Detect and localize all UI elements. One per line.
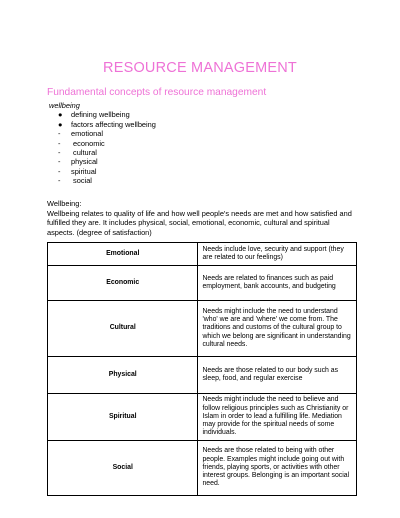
need-description: Needs are those related to our body such as sleep, food, and regular exercise xyxy=(198,357,357,394)
need-category: Cultural xyxy=(48,301,198,357)
dash-marker: - xyxy=(58,138,61,148)
wellbeing-section xyxy=(47,199,357,237)
wellbeing-definition: Wellbeing relates to quality of life and how well people's needs are met and how satisfied and fulfilled they are. It includes physical, social, emotional, economic, cultural and spiritual aspects. (degree of satisfaction) xyxy=(47,208,352,237)
dash-marker: - xyxy=(58,129,61,139)
outline-item xyxy=(47,110,156,119)
outline-item-text: defining wellbeing xyxy=(71,110,130,120)
need-category: Spiritual xyxy=(48,394,198,441)
need-category: Social xyxy=(48,441,198,496)
outline-item-text: social xyxy=(71,176,92,186)
outline-item xyxy=(47,167,156,176)
need-description: Needs include love, security and support (they are related to our feelings) xyxy=(198,243,357,266)
outline-item xyxy=(47,148,156,157)
table-row xyxy=(48,357,357,394)
outline-item-text: emotional xyxy=(71,129,104,139)
outline-heading: wellbeing xyxy=(49,101,80,110)
document-title: RESOURCE MANAGEMENT xyxy=(103,60,297,76)
outline-item-text: spiritual xyxy=(71,166,97,176)
bullet-marker: ● xyxy=(58,119,63,129)
topic-outline xyxy=(47,101,156,186)
table-row xyxy=(48,243,357,266)
table-row xyxy=(48,266,357,301)
document-subtitle: Fundamental concepts of resource management xyxy=(47,87,267,98)
outline-item xyxy=(47,129,156,138)
table-row xyxy=(48,394,357,441)
outline-item xyxy=(47,139,156,148)
need-description: Needs might include the need to understand 'who' we are and 'where' we come from. The traditions and customs of the cultural group to which we belong are significant in understanding cultural needs. xyxy=(198,301,357,357)
bullet-marker: ● xyxy=(58,110,63,120)
outline-item xyxy=(47,176,156,185)
outline-item-text: economic xyxy=(71,138,105,148)
table-row xyxy=(48,441,357,496)
outline-item-text: cultural xyxy=(71,148,97,158)
outline-item-text: physical xyxy=(71,157,98,167)
need-description: Needs might include the need to believe and follow religious principles such as Christianity or Islam in order to lead a fulfilling life. Mediation may provide for the spiritual needs of some individuals. xyxy=(198,394,357,441)
wellbeing-heading: Wellbeing: xyxy=(47,199,82,208)
need-category: Physical xyxy=(48,357,198,394)
table-row xyxy=(48,301,357,357)
outline-item xyxy=(47,120,156,129)
dash-marker: - xyxy=(58,176,61,186)
dash-marker: - xyxy=(58,148,61,158)
need-description: Needs are related to finances such as paid employment, bank accounts, and budgeting xyxy=(198,266,357,301)
outline-item-text: factors affecting wellbeing xyxy=(71,119,156,129)
needs-table xyxy=(47,242,357,496)
dash-marker: - xyxy=(58,166,61,176)
need-description: Needs are those related to being with other people. Examples might include going out with friends, playing sports, or activities with other interest groups. Belonging is an important social need. xyxy=(198,441,357,496)
dash-marker: - xyxy=(58,157,61,167)
outline-item xyxy=(47,157,156,166)
need-category: Economic xyxy=(48,266,198,301)
need-category: Emotional xyxy=(48,243,198,266)
